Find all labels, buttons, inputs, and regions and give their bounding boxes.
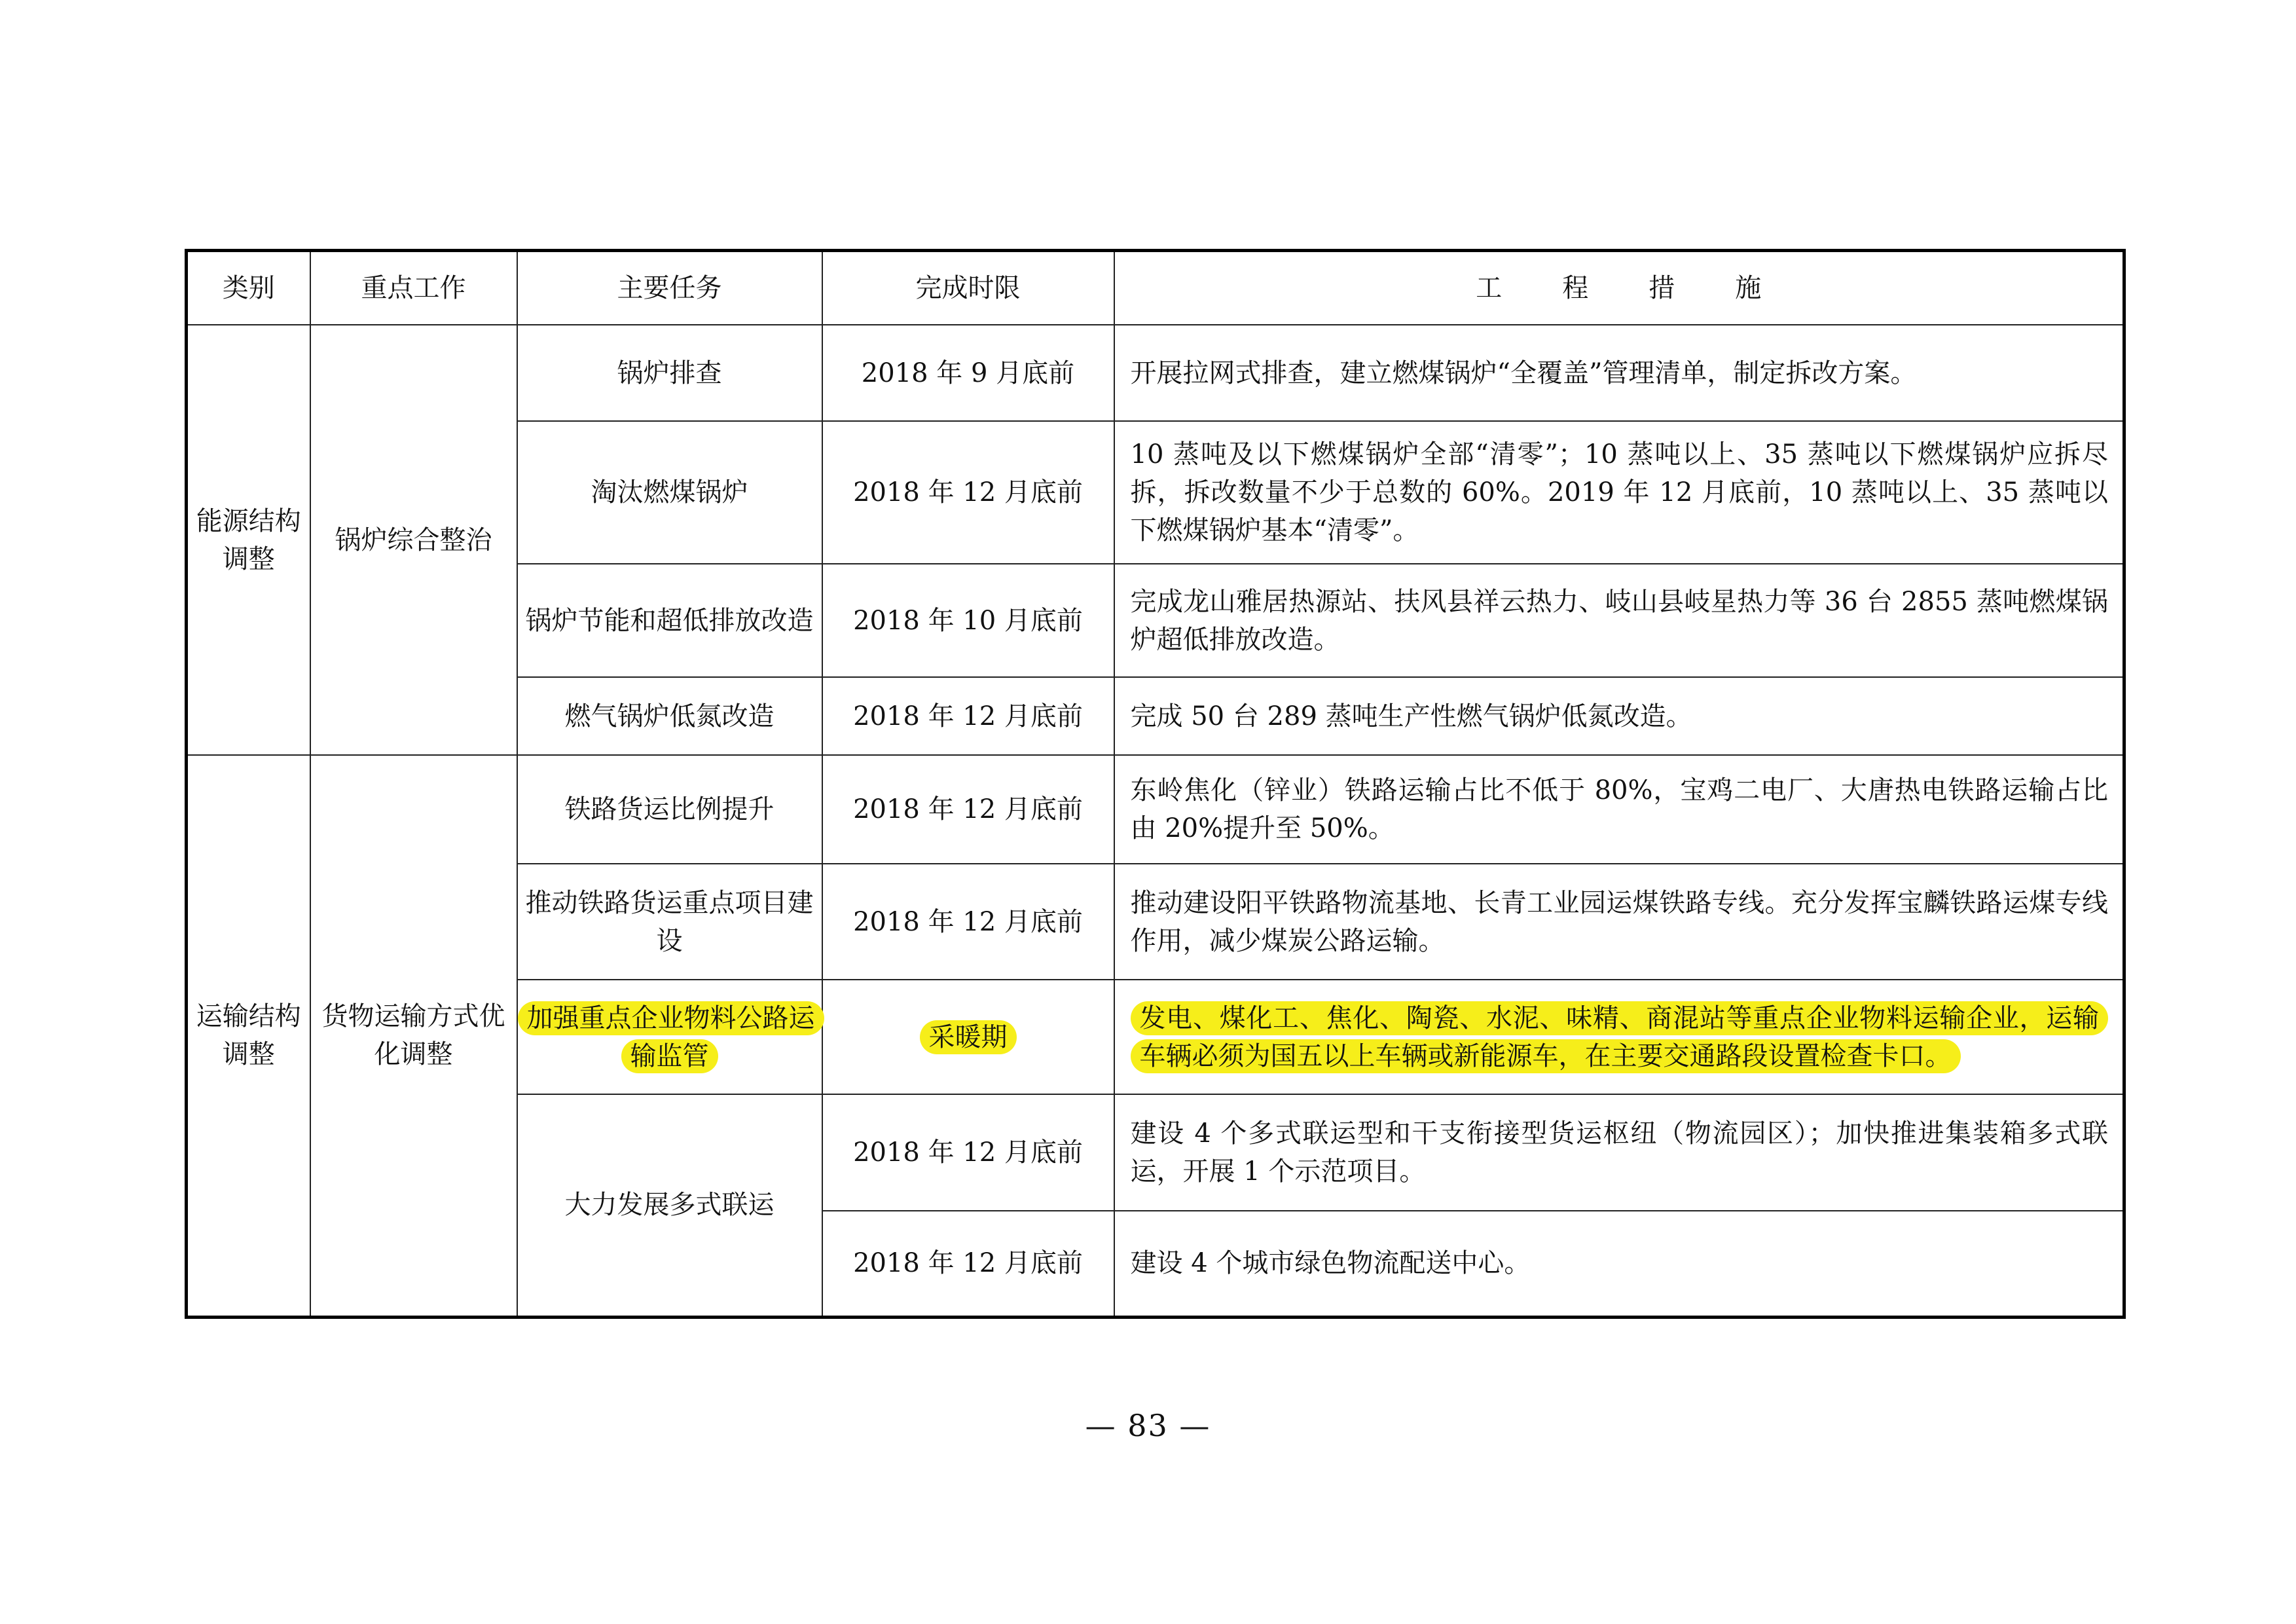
task-cell: 燃气锅炉低氮改造 — [517, 677, 822, 755]
task-cell: 推动铁路货运重点项目建设 — [517, 864, 822, 980]
deadline-cell — [822, 980, 1114, 1094]
task-cell: 锅炉排查 — [517, 325, 822, 421]
deadline-cell: 2018 年 10 月底前 — [822, 564, 1114, 677]
task-cell: 锅炉节能和超低排放改造 — [517, 564, 822, 677]
header-category: 类别 — [187, 251, 310, 325]
highlight-mark: 采暖期 — [920, 1020, 1017, 1054]
task-cell: 铁路货运比例提升 — [517, 755, 822, 864]
deadline-cell: 2018 年 12 月底前 — [822, 1211, 1114, 1317]
header-measures-label: 工程措施 — [1476, 273, 1822, 303]
deadline-cell: 2018 年 12 月底前 — [822, 421, 1114, 564]
category-cell: 能源结构调整 — [187, 325, 310, 755]
header-main-task: 主要任务 — [517, 251, 822, 325]
header-measures — [1114, 251, 2124, 325]
task-cell: 大力发展多式联运 — [517, 1094, 822, 1317]
category-cell: 运输结构调整 — [187, 755, 310, 1317]
key-work-cell: 锅炉综合整治 — [310, 325, 517, 755]
highlight-mark: 加强重点企业物料公路运输监管 — [518, 1001, 824, 1073]
measures-cell — [1114, 980, 2124, 1094]
measures-cell: 10 蒸吨及以下燃煤锅炉全部“清零”；10 蒸吨以上、35 蒸吨以下燃煤锅炉应拆尽拆，拆改数量不少于总数的 60%。2019 年 12 月底前，10 蒸吨以上、35 蒸吨以下燃煤锅炉基本“清零”。 — [1114, 421, 2124, 564]
measures-cell: 建设 4 个多式联运型和干支衔接型货运枢纽（物流园区）；加快推进集装箱多式联运，开展 1 个示范项目。 — [1114, 1094, 2124, 1211]
table-row — [187, 325, 2124, 421]
measures-cell: 完成龙山雅居热源站、扶风县祥云热力、岐山县岐星热力等 36 台 2855 蒸吨燃煤锅炉超低排放改造。 — [1114, 564, 2124, 677]
table-row — [187, 755, 2124, 864]
deadline-cell: 2018 年 12 月底前 — [822, 677, 1114, 755]
deadline-cell: 2018 年 12 月底前 — [822, 755, 1114, 864]
deadline-cell: 2018 年 12 月底前 — [822, 1094, 1114, 1211]
header-deadline: 完成时限 — [822, 251, 1114, 325]
measures-cell: 东岭焦化（锌业）铁路运输占比不低于 80%，宝鸡二电厂、大唐热电铁路运输占比由 20%提升至 50%。 — [1114, 755, 2124, 864]
page-number: — 83 — — [1085, 1408, 1211, 1443]
measures-table — [185, 249, 2126, 1319]
measures-cell: 推动建设阳平铁路物流基地、长青工业园运煤铁路专线。充分发挥宝麟铁路运煤专线作用，减少煤炭公路运输。 — [1114, 864, 2124, 980]
key-work-cell: 货物运输方式优化调整 — [310, 755, 517, 1317]
highlight-mark: 发电、煤化工、焦化、陶瓷、水泥、味精、商混站等重点企业物料运输企业，运输车辆必须为国五以上车辆或新能源车，在主要交通路段设置检查卡口。 — [1131, 1001, 2109, 1073]
deadline-cell: 2018 年 12 月底前 — [822, 864, 1114, 980]
measures-cell: 完成 50 台 289 蒸吨生产性燃气锅炉低氮改造。 — [1114, 677, 2124, 755]
measures-cell: 开展拉网式排查，建立燃煤锅炉“全覆盖”管理清单，制定拆改方案。 — [1114, 325, 2124, 421]
task-cell: 淘汰燃煤锅炉 — [517, 421, 822, 564]
deadline-cell: 2018 年 9 月底前 — [822, 325, 1114, 421]
measures-cell: 建设 4 个城市绿色物流配送中心。 — [1114, 1211, 2124, 1317]
task-cell — [517, 980, 822, 1094]
header-key-work: 重点工作 — [310, 251, 517, 325]
table-header-row — [187, 251, 2124, 325]
